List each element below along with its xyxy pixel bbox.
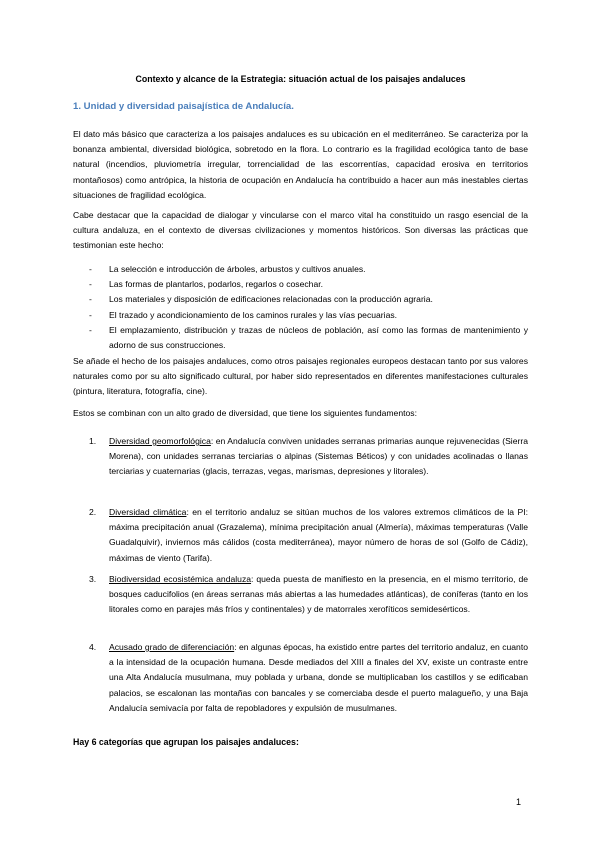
item-text: : en algunas épocas, ha existido entre partes del territorio andaluz, en cuanto a la intensidad de la ocupación humana. Desde mediados del XIII a finales del XV, existe un contraste entre una Alta Andalucía musulmana, muy poblada y urbana, donde se multiplicaban los castillos y se edificaban palacios, se escalonan las montañas con bancales y se comerciaba desde el puerto malagueño, y una Baja Andalucía semivacía por falta de repobladores y expulsión de musulmanes. — [109, 642, 529, 713]
closing-statement: Hay 6 categorías que agrupan los paisajes andaluces: — [73, 737, 299, 747]
page-number: 1 — [516, 797, 522, 807]
item-term: Diversidad geomorfológica — [109, 436, 211, 446]
list-item: - Los materiales y disposición de edificaciones relacionadas con la producción agraria. — [89, 292, 528, 307]
fundamento-item — [89, 640, 528, 716]
item-text: : en el territorio andaluz se sitúan muchos de los valores extremos climáticos de la PI: máxima precipitación anual (Grazalema), mínima precipitación anual (Almería), máximas temperaturas (Valle Guadalquivir), inviernos más cálidos (costa mediterránea), mayor número de horas de sol (Golfo de Cádiz), máximas de viento (Tarifa). — [109, 507, 528, 563]
section-heading: 1. Unidad y diversidad paisajística de Andalucía. — [73, 101, 294, 112]
list-item: - Las formas de plantarlos, podarlos, regarlos o cosechar. — [89, 277, 528, 292]
item-number: 4. — [89, 642, 97, 652]
item-number: 1. — [89, 436, 97, 446]
fundamento-item — [89, 572, 528, 618]
list-item: - El emplazamiento, distribución y trazas de núcleos de población, así como las formas de mantenimiento y adorno de sus construcciones. — [89, 323, 528, 353]
paragraph-ubicacion: El dato más básico que caracteriza a los paisajes andaluces es su ubicación en el mediterráneo. Se caracteriza por la bonanza ambiental, diversidad biológica, sobretodo en la flora. Lo contrario es la fragilidad ecológica tanto de base natural (incendios, pluviometría irregular, torrencialidad de las escorrentías, capacidad erosiva en territorios montañosos) como antrópica, la historia de ocupación en Andalucía ha contribuido a hacer aun más inestables ciertas situaciones de fragilidad ecológica. — [73, 129, 528, 200]
item-number: 2. — [89, 507, 97, 517]
fundamento-item — [89, 505, 528, 566]
document-title: Contexto y alcance de la Estrategia: situación actual de los paisajes andaluces — [135, 74, 466, 84]
practicas-list — [89, 262, 528, 353]
list-item: - La selección e introducción de árboles, arbustos y cultivos anuales. — [89, 262, 528, 277]
paragraph-diversidad: Estos se combinan con un alto grado de diversidad, que tiene los siguientes fundamentos: — [73, 408, 417, 418]
item-number: 3. — [89, 574, 97, 584]
item-text: : queda puesta de manifiesto en la presencia, en el mismo territorio, de bosques caducifolios (en áreas serranas más abiertas a las humedades atlánticas), de coníferas (tanto en los litorales como en parajes más fríos y continentales) y de matorrales xerofíticos semidesérticos. — [109, 574, 528, 615]
paragraph-valores: Se añade el hecho de los paisajes andaluces, como otros paisajes regionales europeos destacan tanto por sus valores naturales como por su alto significado cultural, por haber sido representados en diferentes manifestaciones culturales (pintura, literatura, fotografía, cine). — [73, 356, 528, 397]
item-term: Acusado grado de diferenciación — [109, 642, 235, 652]
item-term: Biodiversidad ecosistémica andaluza — [109, 574, 252, 584]
list-item: - El trazado y acondicionamiento de los caminos rurales y las vías pecuarias. — [89, 308, 528, 323]
item-term: Diversidad climática — [109, 507, 187, 517]
item-text: : en Andalucía conviven unidades serranas primarias aunque rejuvenecidas (Sierra Morena), con unidades serranas terciarias o alpinas (Sistemas Béticos) y con unidades acolinadas o llanas terciarias y cuaternarias (glacis, terrazas, vegas, marismas, depresiones y litorales). — [109, 436, 529, 477]
paragraph-cultura: Cabe destacar que la capacidad de dialogar y vincularse con el marco vital ha constituido un rasgo esencial de la cultura andaluza, en el contexto de diversas civilizaciones y momentos históricos. Son diversas las prácticas que testimonian este hecho: — [73, 210, 528, 251]
fundamento-item — [89, 434, 528, 480]
